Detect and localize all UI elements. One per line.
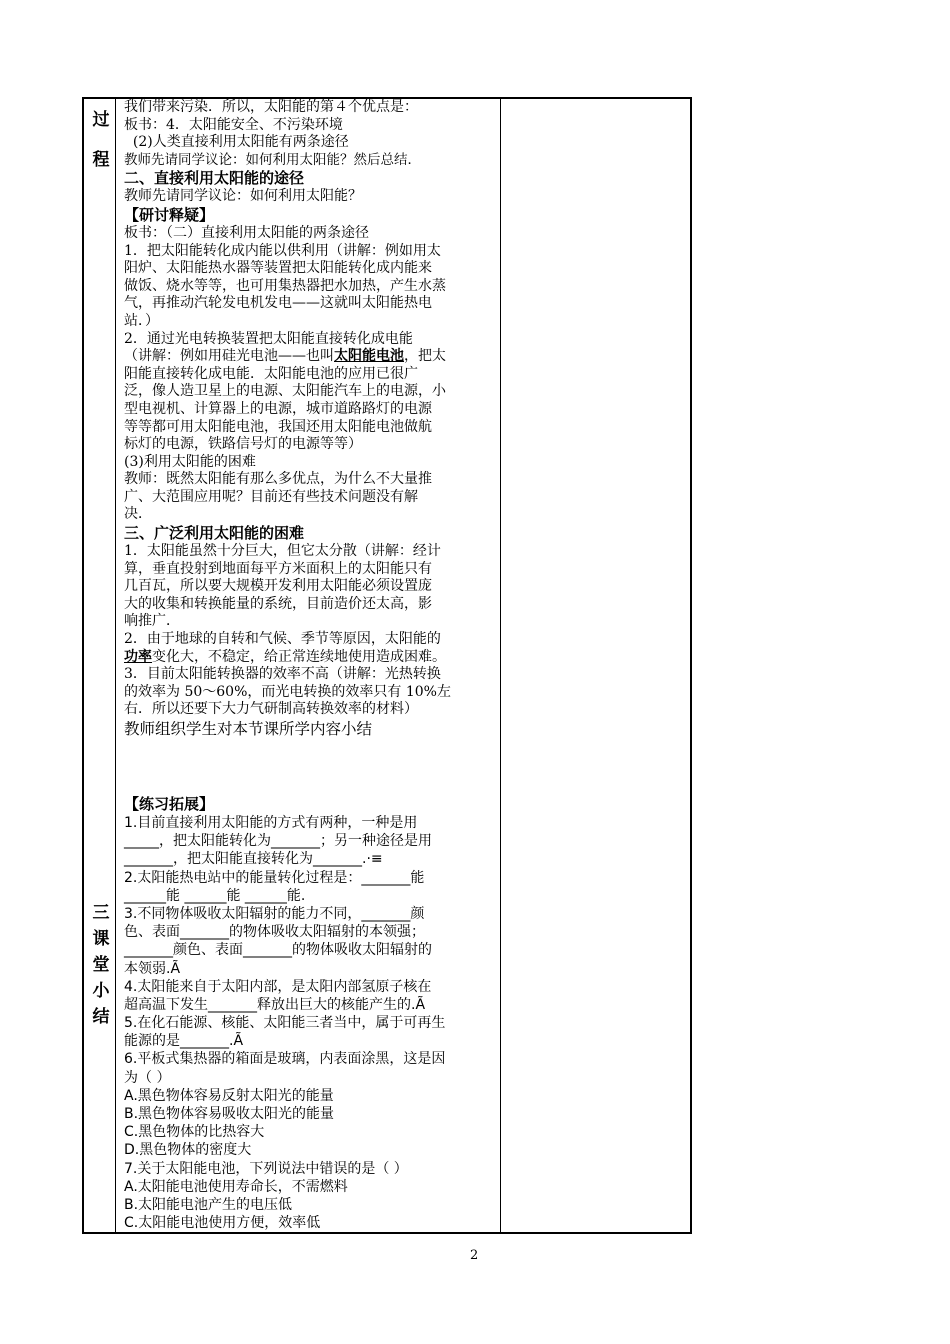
section-heading: 【研讨释疑】: [124, 205, 215, 224]
exercise-line: _______颜色、表面_______的物体吸收太阳辐射的: [124, 942, 432, 959]
text-segment: （讲解：例如用硅光电池——也叫: [124, 348, 334, 365]
exercise-line: 2.太阳能热电站中的能量转化过程是：_______能: [124, 869, 425, 886]
text-line: 右．所以还要下大力气研制高转换效率的材料）: [124, 701, 418, 718]
exercise-line: 本领弱.Ã: [124, 960, 181, 977]
text-line: 标灯的电源，铁路信号灯的电源等等）: [124, 436, 362, 453]
text-line: 3．目前太阳能转换器的效率不高（讲解：光热转换: [124, 666, 441, 683]
lesson-content: [124, 99, 498, 1232]
exercise-line: 色、表面_______的物体吸收太阳辐射的本领强；: [124, 924, 425, 941]
section-heading: 三、广泛利用太阳能的困难: [124, 524, 305, 543]
text-line: 板书：4．太阳能安全、不污染环境: [124, 116, 343, 133]
exercise-line: B.太阳能电池产生的电压低: [124, 1196, 293, 1213]
column-divider: [500, 97, 501, 1234]
side-label-char: 过: [92, 110, 110, 130]
section-heading: 【练习拓展】: [124, 795, 215, 813]
text-line: 算，垂直投射到地面每平方米面积上的太阳能只有: [124, 560, 432, 577]
text-segment: ，把太: [404, 348, 446, 365]
exercise-line: 为（ ）: [124, 1069, 171, 1086]
spacer: [124, 739, 498, 795]
text-line: 教师：既然太阳能有那么多优点，为什么不大量推: [124, 471, 432, 488]
side-label-char: 程: [92, 150, 110, 170]
key-term: 功率: [124, 648, 152, 665]
text-line: 站．）: [124, 312, 159, 329]
exercise-line: 4.太阳能来自于太阳内部，是太阳内部氢原子核在: [124, 978, 432, 995]
exercise-line: D.黑色物体的密度大: [124, 1142, 252, 1159]
text-line: 气，再推动汽轮发电机发电——这就叫太阳能热电: [124, 295, 432, 312]
section-heading: 二、直接利用太阳能的途径: [124, 169, 305, 188]
column-divider: [115, 97, 116, 1234]
exercise-line: 能源的是_______.Ã: [124, 1033, 244, 1050]
page-number: 2: [470, 1248, 479, 1263]
text-line: [124, 649, 498, 667]
text-line: (2)人类直接利用太阳能有两条途径: [124, 134, 349, 151]
exercise-line: _______，把太阳能直接转化为_______.·≡: [124, 851, 383, 868]
text-line: 我们带来污染．所以，太阳能的第４个优点是：: [124, 99, 418, 115]
text-line: 大的收集和转换能量的系统，目前造价还太高，影: [124, 595, 432, 612]
text-line: [124, 348, 498, 366]
text-line: 响推广．: [124, 613, 180, 630]
text-line: 教师先请同学议论：如何利用太阳能？然后总结．: [124, 151, 421, 168]
summary-line: 教师组织学生对本节课所学内容小结: [124, 720, 373, 738]
exercise-line: 5.在化石能源、核能、太阳能三者当中，属于可再生: [124, 1015, 446, 1032]
text-line: 决．: [124, 506, 152, 523]
text-line: 泛，像人造卫星上的电源、太阳能汽车上的电源，小: [124, 383, 446, 400]
exercise-line: B.黑色物体容易吸收太阳光的能量: [124, 1106, 335, 1122]
side-label-process: [88, 100, 114, 180]
exercise-line: 1.目前直接利用太阳能的方式有两种，一种是用: [124, 815, 418, 831]
side-label-char: 课: [92, 929, 110, 949]
exercise-line: A.太阳能电池使用寿命长，不需燃料: [124, 1178, 348, 1195]
exercise-line: 6.平板式集热器的箱面是玻璃，内表面涂黑，这是因: [124, 1051, 446, 1068]
key-term: 太阳能电池: [334, 348, 404, 365]
text-line: 阳能直接转化成电能．太阳能电池的应用已很广: [124, 365, 418, 382]
exercise-line: 超高温下发生_______释放出巨大的核能产生的.Ã: [124, 996, 426, 1013]
exercise-line: ______能 ______能 ______能.: [124, 887, 306, 904]
exercise-line: 3.不同物体吸收太阳辐射的能力不同，_______颜: [124, 905, 425, 922]
text-line: 教师先请同学议论：如何利用太阳能？: [124, 188, 362, 205]
side-label-summary: [88, 900, 114, 1030]
exercise-line: C.太阳能电池使用方便，效率低: [124, 1215, 321, 1232]
text-line: 广、大范围应用呢？目前还有些技术问题没有解: [124, 488, 418, 505]
text-line: 2．由于地球的自转和气候、季节等原因，太阳能的: [124, 631, 441, 648]
text-line: 2．通过光电转换装置把太阳能直接转化成电能: [124, 330, 413, 347]
text-line: 几百瓦，所以要大规模开发利用太阳能必须设置庞: [124, 578, 432, 595]
exercise-line: 7.关于太阳能电池，下列说法中错误的是（ ）: [124, 1160, 408, 1177]
exercise-line: _____，把太阳能转化为_______；另一种途径是用: [124, 833, 432, 850]
text-line: 阳炉、太阳能热水器等装置把太阳能转化成内能来: [124, 260, 432, 277]
text-line: 等等都可用太阳能电池，我国还用太阳能电池做航: [124, 418, 432, 435]
text-line: 1．把太阳能转化成内能以供利用（讲解：例如用太: [124, 242, 441, 259]
side-label-char: 小: [92, 981, 110, 1001]
text-line: 1．太阳能虽然十分巨大，但它太分散（讲解：经计: [124, 543, 441, 560]
exercise-line: A.黑色物体容易反射太阳光的能量: [124, 1087, 334, 1104]
side-label-char: 堂: [92, 955, 110, 975]
text-line: 型电视机、计算器上的电源，城市道路路灯的电源: [124, 400, 432, 417]
text-line: 板书：（二）直接利用太阳能的两条途径: [124, 224, 369, 241]
text-line: (3)利用太阳能的困难: [124, 453, 256, 470]
text-line: 的效率为 50～60%，而光电转换的效率只有 10%左: [124, 683, 451, 700]
side-label-char: 结: [92, 1007, 110, 1027]
side-label-char: 三: [92, 903, 110, 923]
exercise-line: C.黑色物体的比热容大: [124, 1124, 265, 1141]
text-segment: 变化大，不稳定，给正常连续地使用造成困难。: [152, 648, 446, 665]
text-line: 做饭、烧水等等，也可用集热器把水加热，产生水蒸: [124, 277, 446, 294]
